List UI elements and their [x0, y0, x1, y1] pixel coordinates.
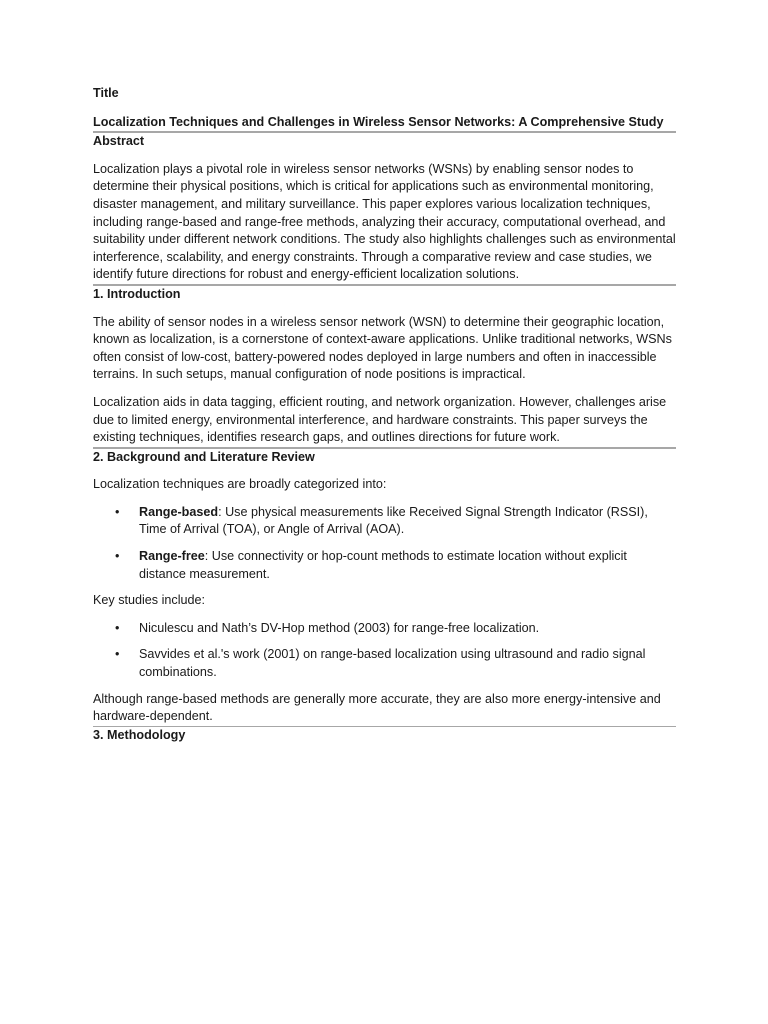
abstract-text: Localization plays a pivotal role in wireless sensor networks (WSNs) by enabling sensor nodes to determine their physical positions, which is critical for applications such as environmental monitoring, disaster management, and military surveillance. This paper explores various localization techniques, including range-based and range-free methods, analyzing their accuracy, computational overhead, and suitability under different network conditions. The study also highlights challenges such as environmental interference, scalability, and energy constraints. Through a comparative review and case studies, we identify future directions for robust and energy-efficient localization solutions.: [93, 161, 676, 282]
abstract-section: [93, 133, 676, 284]
category-term: Range-based: [139, 504, 219, 519]
introduction-section: [93, 286, 676, 447]
list-item: [93, 548, 676, 583]
study-text: Savvides et al.'s work (2001) on range-based localization using ultrasound and radio signal combinations.: [139, 647, 646, 680]
introduction-paragraph: Localization aids in data tagging, efficient routing, and network organization. However, challenges arise due to limited energy, environmental interference, and hardware constraints. This paper surveys the existing techniques, identifies research gaps, and outlines directions for future work.: [93, 394, 667, 445]
category-description: : Use connectivity or hop-count methods to estimate location without explicit distance measurement.: [139, 549, 627, 581]
introduction-heading: 1. Introduction: [93, 286, 181, 301]
background-section: [93, 449, 676, 726]
category-description: : Use physical measurements like Received Signal Strength Indicator (RSSI), Time of Arrival (TOA), or Angle of Arrival (AOA).: [139, 504, 648, 537]
list-item: [93, 646, 676, 681]
list-item: [93, 504, 676, 539]
studies-intro: Key studies include:: [93, 593, 206, 608]
abstract-heading: Abstract: [93, 134, 145, 149]
list-item: [93, 620, 676, 638]
bullet-icon: •: [115, 647, 120, 662]
methodology-section: [93, 727, 676, 745]
category-term: Range-free: [139, 549, 205, 564]
title-label: Title: [93, 86, 119, 100]
introduction-paragraph: The ability of sensor nodes in a wireless sensor network (WSN) to determine their geographic location, known as localization, is a cornerstone of context-aware applications. Unlike traditional networks, WSNs often consist of low-cost, battery-powered nodes deployed in large numbers and often in inaccessible terrains. In such setups, manual configuration of node positions is impractical.: [93, 314, 672, 382]
background-heading: 2. Background and Literature Review: [93, 449, 315, 464]
bullet-icon: •: [115, 504, 120, 519]
document-title: Localization Techniques and Challenges in Wireless Sensor Networks: A Comprehensive Study: [93, 114, 664, 129]
background-intro: Localization techniques are broadly categorized into:: [93, 477, 387, 492]
study-text: Niculescu and Nath’s DV-Hop method (2003) for range-free localization.: [139, 620, 540, 635]
studies-list: [93, 620, 676, 682]
document-page: [93, 85, 676, 754]
category-list: [93, 504, 676, 583]
bullet-icon: •: [115, 549, 120, 564]
background-conclusion: Although range-based methods are generally more accurate, they are also more energy-intensive and hardware-dependent.: [93, 691, 661, 724]
bullet-icon: •: [115, 620, 120, 635]
methodology-heading: 3. Methodology: [93, 727, 186, 742]
